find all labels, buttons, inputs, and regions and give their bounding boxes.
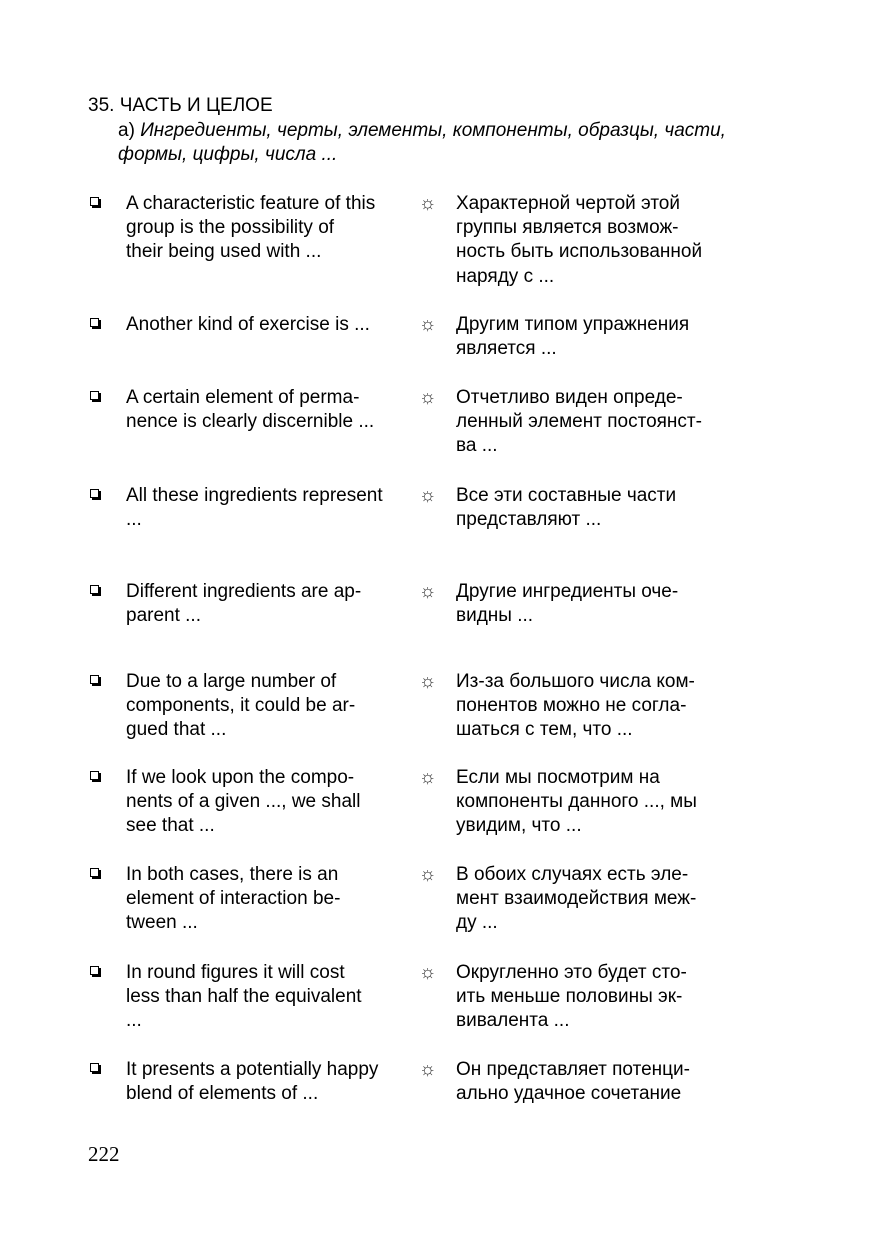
sun-icon: ☼: [419, 193, 437, 214]
sun-icon: ☼: [419, 581, 437, 602]
checkbox-icon: [90, 585, 99, 594]
english-phrase: Another kind of exercise is ...: [126, 314, 370, 335]
english-phrase: Different ingredients are ap- parent ...: [126, 581, 362, 627]
checkbox-icon: [90, 197, 99, 206]
checkbox-icon: [90, 771, 99, 780]
checkbox-icon: [90, 966, 99, 975]
sun-icon: ☼: [419, 671, 437, 692]
russian-phrase: Если мы посмотрим на компоненты данного ..., мы увидим, что ...: [456, 767, 697, 837]
english-phrase: It presents a potentially happy blend of elements of ...: [126, 1059, 379, 1105]
sun-icon: ☼: [419, 485, 437, 506]
russian-phrase: Другим типом упражнения является ...: [456, 314, 690, 360]
checkbox-icon: [90, 489, 99, 498]
russian-phrase: Все эти составные части представляют ...: [456, 485, 677, 531]
english-phrase: All these ingredients represent ...: [126, 485, 383, 531]
checkbox-icon: [90, 1063, 99, 1072]
section-subtitle: [118, 119, 758, 167]
subtitle-italic: Ингредиенты, черты, элементы, компоненты, образцы, части, формы, цифры, числа ...: [118, 120, 726, 165]
page-number: 222: [88, 1142, 120, 1166]
english-phrase: In round figures it will cost less than half the equivalent ...: [126, 962, 362, 1032]
russian-phrase: Округленно это будет сто- ить меньше половины эк- вивалента ...: [456, 962, 687, 1032]
checkbox-icon: [90, 868, 99, 877]
english-phrase: Due to a large number of components, it could be ar- gued that ...: [126, 671, 356, 741]
sun-icon: ☼: [419, 1059, 437, 1080]
section-title: 35. ЧАСТЬ И ЦЕЛОЕ: [88, 95, 273, 116]
russian-phrase: Другие ингредиенты оче- видны ...: [456, 581, 679, 627]
english-phrase: A certain element of perma- nence is clearly discernible ...: [126, 387, 375, 433]
sun-icon: ☼: [419, 962, 437, 983]
russian-phrase: Характерной чертой этой группы является возмож- ность быть использованной наряду с ...: [456, 193, 703, 287]
russian-phrase: В обоих случаях есть эле- мент взаимодействия меж- ду ...: [456, 864, 697, 934]
english-phrase: A characteristic feature of this group is the possibility of their being used with ...: [126, 193, 376, 263]
subtitle-prefix: а): [118, 120, 141, 141]
checkbox-icon: [90, 675, 99, 684]
sun-icon: ☼: [419, 767, 437, 788]
checkbox-icon: [90, 318, 99, 327]
russian-phrase: Отчетливо виден опреде- ленный элемент постоянст- ва ...: [456, 387, 702, 457]
russian-phrase: Из-за большого числа ком- понентов можно не согла- шаться с тем, что ...: [456, 671, 695, 741]
english-phrase: In both cases, there is an element of interaction be- tween ...: [126, 864, 341, 934]
checkbox-icon: [90, 391, 99, 400]
sun-icon: ☼: [419, 864, 437, 885]
russian-phrase: Он представляет потенци- ально удачное сочетание: [456, 1059, 690, 1105]
sun-icon: ☼: [419, 314, 437, 335]
sun-icon: ☼: [419, 387, 437, 408]
english-phrase: If we look upon the compo- nents of a given ..., we shall see that ...: [126, 767, 361, 837]
